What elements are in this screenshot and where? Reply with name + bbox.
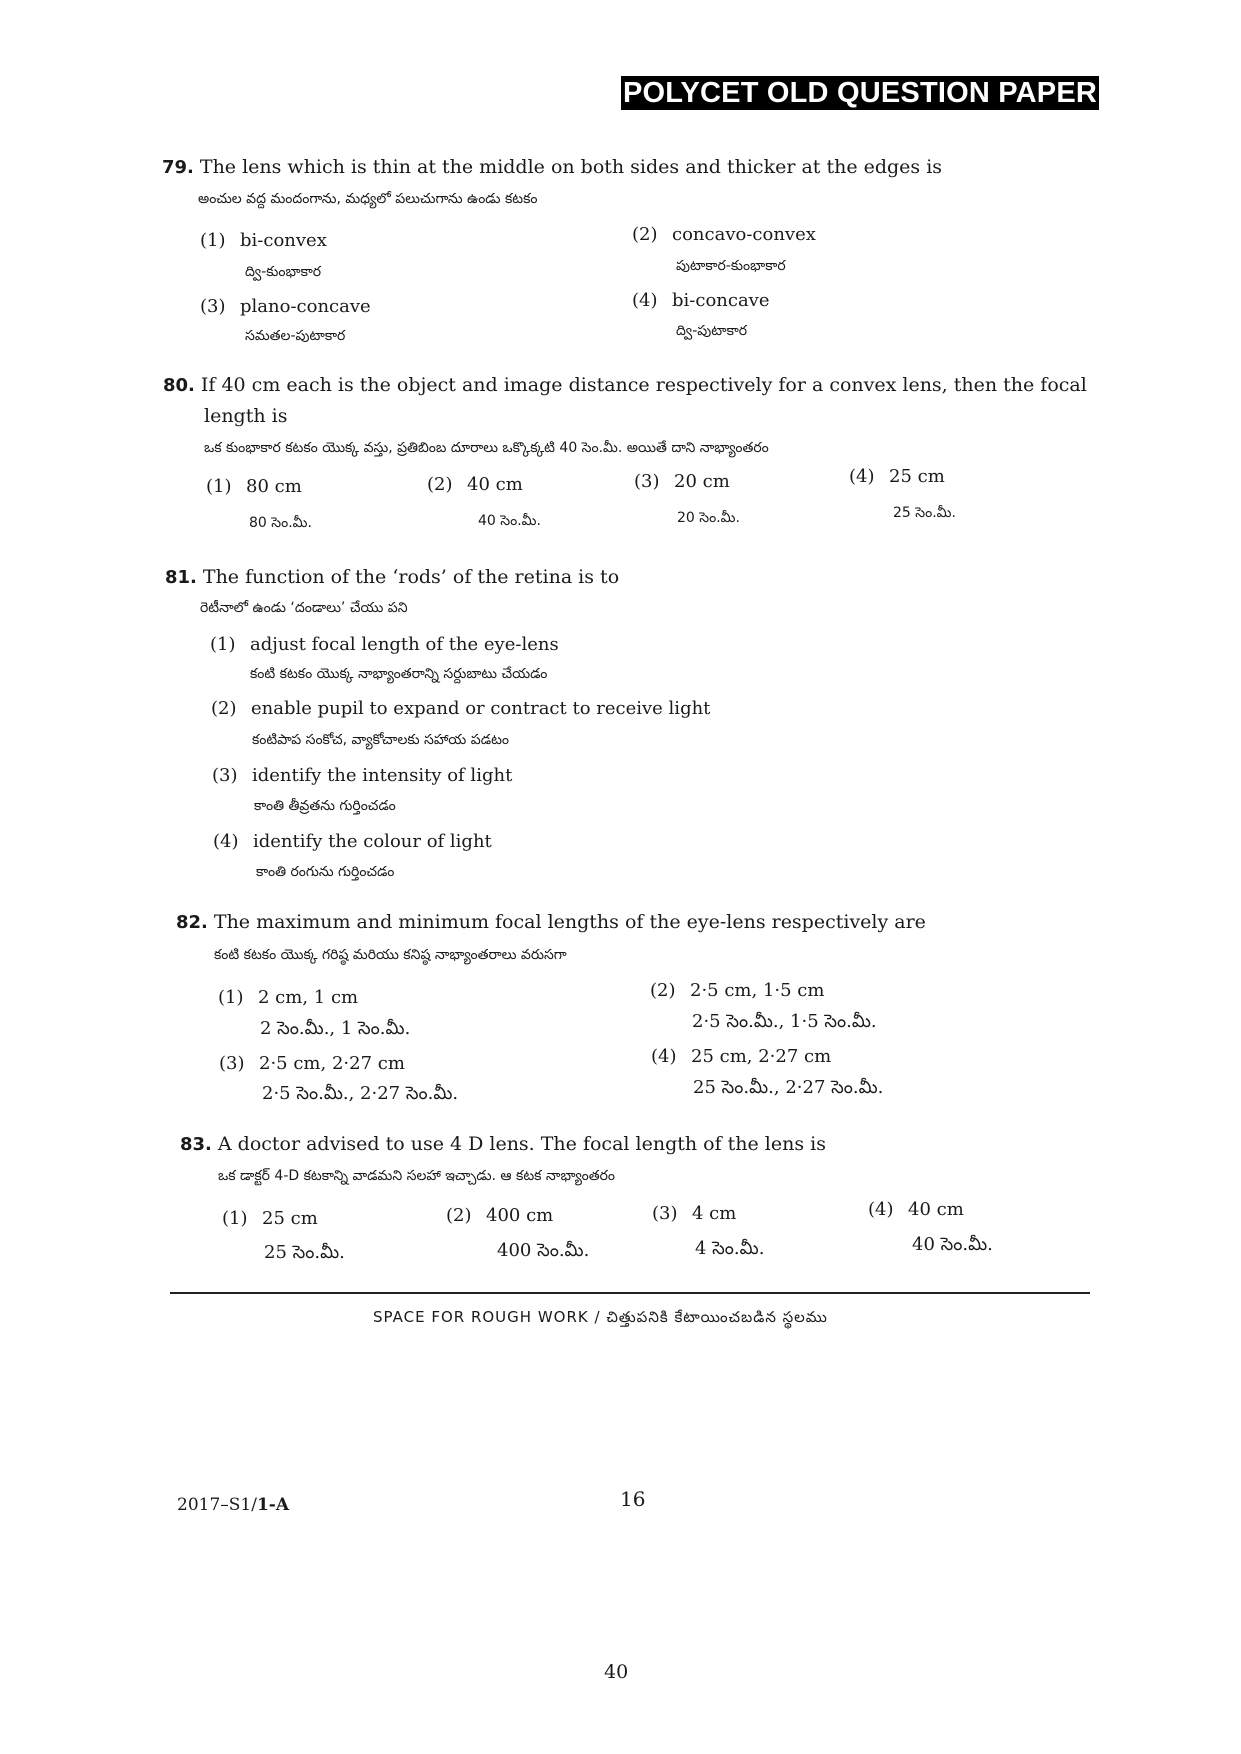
q81-option-1: (1) adjust focal length of the eye-lens xyxy=(210,634,559,655)
question-81-text xyxy=(165,566,619,588)
question-english: A doctor advised to use 4 D lens. The focal length of the lens is xyxy=(217,1133,826,1155)
q82-option-4-telugu: 25 సెం.మీ., 2·27 సెం.మీ. xyxy=(693,1077,884,1098)
q83-option-4-telugu: 40 సెం.మీ. xyxy=(912,1234,993,1255)
q79-option-1-telugu: ద్వి-కుంభాకార xyxy=(245,264,322,280)
question-number: 80. xyxy=(163,375,195,396)
q81-option-2-telugu: కంటిపాప సంకోచ, వ్యాకోచాలకు సహాయ పడటం xyxy=(252,732,509,748)
sheet-number: 40 xyxy=(604,1661,629,1683)
question-english: The maximum and minimum focal lengths of the eye-lens respectively are xyxy=(213,911,926,933)
question-number: 81. xyxy=(165,567,197,588)
question-english: The function of the ‘rods’ of the retina is to xyxy=(202,566,620,588)
q79-option-2: (2) concavo-convex xyxy=(632,224,816,245)
q80-option-4: (4) 25 cm xyxy=(849,466,945,487)
question-80-text-cont: length is xyxy=(204,405,288,427)
question-80-telugu: ఒక కుంభాకార కటకం యొక్క వస్తు, ప్రతిబింబ దూరాలు ఒక్కొక్కటి 40 సెం.మీ. అయితే దాని నాభ్యాంతరం xyxy=(204,440,769,456)
q80-option-2: (2) 40 cm xyxy=(427,474,523,495)
q83-option-2: (2) 400 cm xyxy=(446,1205,554,1226)
header-banner: POLYCET OLD QUESTION PAPER xyxy=(622,77,1098,109)
q83-option-3: (3) 4 cm xyxy=(652,1203,737,1224)
q79-option-1: (1) bi-convex xyxy=(200,230,327,251)
q81-option-3: (3) identify the intensity of light xyxy=(212,765,513,786)
question-number: 82. xyxy=(176,912,208,933)
question-number: 83. xyxy=(180,1134,212,1155)
question-80-text xyxy=(163,374,1087,396)
q81-option-2: (2) enable pupil to expand or contract to receive light xyxy=(211,698,711,719)
question-83-text xyxy=(180,1133,826,1155)
question-english: The lens which is thin at the middle on both sides and thicker at the edges is xyxy=(199,156,943,178)
question-number: 79. xyxy=(162,157,194,178)
q82-option-4: (4) 25 cm, 2·27 cm xyxy=(651,1046,832,1067)
q79-option-4: (4) bi-concave xyxy=(632,290,770,311)
question-79-text xyxy=(162,156,942,178)
q83-option-3-telugu: 4 సెం.మీ. xyxy=(695,1238,765,1259)
q82-option-2: (2) 2·5 cm, 1·5 cm xyxy=(650,980,825,1001)
question-english: If 40 cm each is the object and image distance respectively for a convex lens, then the focal xyxy=(200,374,1087,396)
q83-option-1-telugu: 25 సెం.మీ. xyxy=(264,1242,345,1263)
divider-line xyxy=(170,1292,1090,1294)
page-number: 16 xyxy=(620,1487,646,1511)
q82-option-1-telugu: 2 సెం.మీ., 1 సెం.మీ. xyxy=(260,1018,411,1039)
q81-option-4: (4) identify the colour of light xyxy=(213,831,492,852)
q83-option-4: (4) 40 cm xyxy=(868,1199,964,1220)
q82-option-2-telugu: 2·5 సెం.మీ., 1·5 సెం.మీ. xyxy=(692,1011,877,1032)
q80-option-4-telugu: 25 సెం.మీ. xyxy=(893,505,956,521)
q83-option-2-telugu: 400 సెం.మీ. xyxy=(497,1240,590,1261)
q80-option-1-telugu: 80 సెం.మీ. xyxy=(249,515,312,531)
q81-option-4-telugu: కాంతి రంగును గుర్తించడం xyxy=(256,864,395,880)
q80-option-1: (1) 80 cm xyxy=(206,476,302,497)
question-83-telugu: ఒక డాక్టర్ 4-D కటకాన్ని వాడమని సలహా ఇచ్చాడు. ఆ కటక నాభ్యాంతరం xyxy=(218,1168,615,1184)
q80-option-3: (3) 20 cm xyxy=(634,471,730,492)
q80-option-3-telugu: 20 సెం.మీ. xyxy=(677,510,740,526)
question-82-telugu: కంటి కటకం యొక్క గరిష్ఠ మరియు కనిష్ఠ నాభ్యాంతరాలు వరుసగా xyxy=(214,947,567,963)
question-79-telugu: అంచుల వద్ద మందంగాను, మధ్యలో పలుచుగాను ఉండు కటకం xyxy=(198,191,538,207)
paper-code: 2017–S1/1-A xyxy=(177,1495,290,1515)
q82-option-3-telugu: 2·5 సెం.మీ., 2·27 సెం.మీ. xyxy=(262,1083,459,1104)
question-81-telugu: రెటీనాలో ఉండు ‘దండాలు’ చేయు పని xyxy=(200,600,408,616)
q82-option-1: (1) 2 cm, 1 cm xyxy=(218,987,359,1008)
q79-option-3: (3) plano-concave xyxy=(200,296,371,317)
q82-option-3: (3) 2·5 cm, 2·27 cm xyxy=(219,1053,405,1074)
q81-option-1-telugu: కంటి కటకం యొక్క నాభ్యాంతరాన్ని సర్దుబాటు చేయడం xyxy=(250,666,548,682)
q81-option-3-telugu: కాంతి తీవ్రతను గుర్తించడం xyxy=(254,798,396,814)
q79-option-2-telugu: పుటాకార-కుంభాకార xyxy=(676,258,786,274)
q80-option-2-telugu: 40 సెం.మీ. xyxy=(478,513,541,529)
rough-work-label: SPACE FOR ROUGH WORK / చిత్తుపనికి కేటాయించబడిన స్థలము xyxy=(373,1308,828,1326)
question-82-text xyxy=(176,911,926,933)
q79-option-3-telugu: సమతల-పుటాకార xyxy=(245,328,346,344)
q79-option-4-telugu: ద్వి-పుటాకార xyxy=(676,323,748,339)
q83-option-1: (1) 25 cm xyxy=(222,1208,318,1229)
